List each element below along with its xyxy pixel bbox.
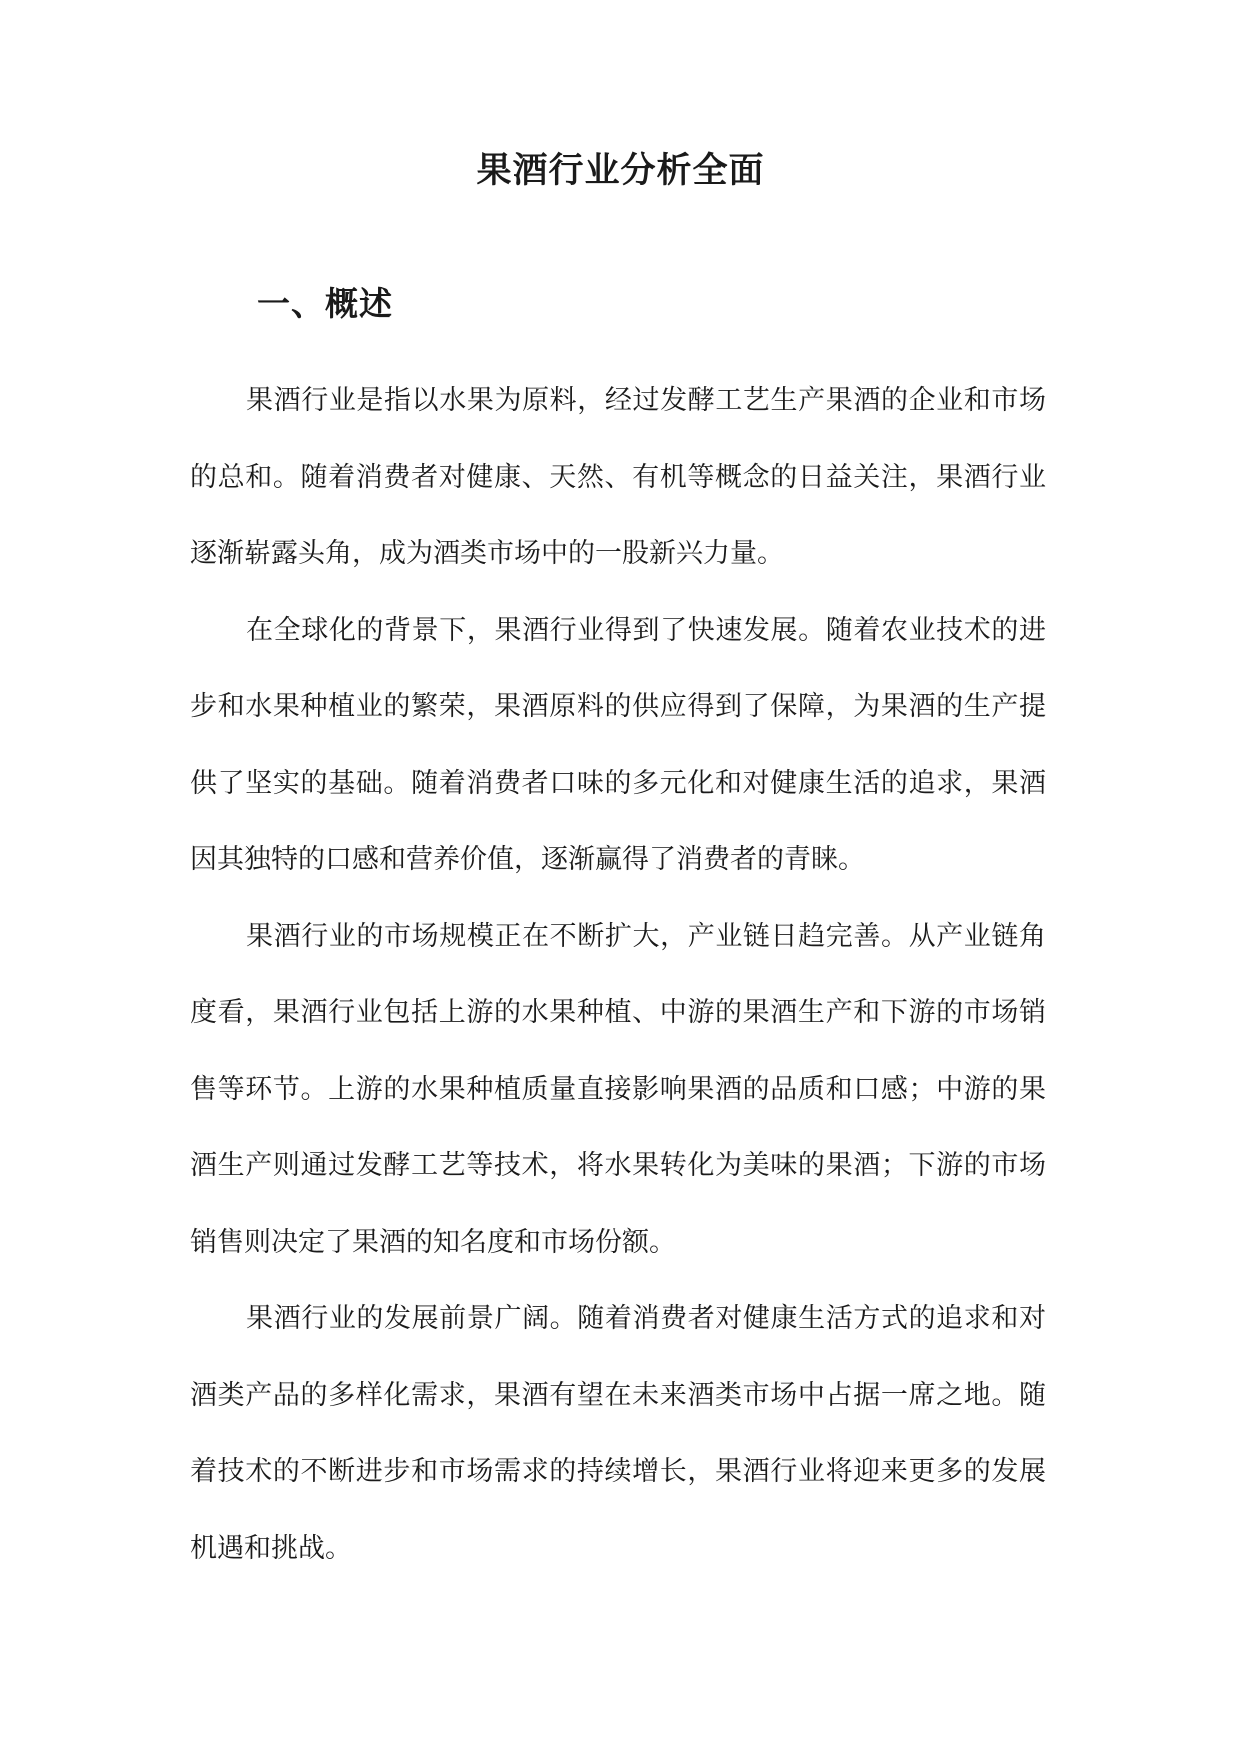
paragraph: 果酒行业的发展前景广阔。随着消费者对健康生活方式的追求和对酒类产品的多样化需求，果酒有望在未来酒类市场中占据一席之地。随着技术的不断进步和市场需求的持续增长，果酒行业将迎来更多的发展机遇和挑战。 — [190, 1303, 1046, 1564]
document-title: 果酒行业分析全面 — [476, 150, 765, 191]
paragraph: 果酒行业的市场规模正在不断扩大，产业链日趋完善。从产业链角度看，果酒行业包括上游的水果种植、中游的果酒生产和下游的市场销售等环节。上游的水果种植质量直接影响果酒的品质和口感；中游的果酒生产则通过发酵工艺等技术，将水果转化为美味的果酒；下游的市场销售则决定了果酒的知名度和市场份额。 — [190, 920, 1046, 1258]
paragraph: 果酒行业是指以水果为原料，经过发酵工艺生产果酒的企业和市场的总和。随着消费者对健康、天然、有机等概念的日益关注，果酒行业逐渐崭露头角，成为酒类市场中的一股新兴力量。 — [190, 385, 1046, 569]
section-heading: 一、概述 — [257, 284, 393, 323]
document-body — [190, 363, 1046, 1587]
paragraph: 在全球化的背景下，果酒行业得到了快速发展。随着农业技术的进步和水果种植业的繁荣，果酒原料的供应得到了保障，为果酒的生产提供了坚实的基础。随着消费者口味的多元化和对健康生活的追求，果酒因其独特的口感和营养价值，逐渐赢得了消费者的青睐。 — [190, 614, 1046, 875]
